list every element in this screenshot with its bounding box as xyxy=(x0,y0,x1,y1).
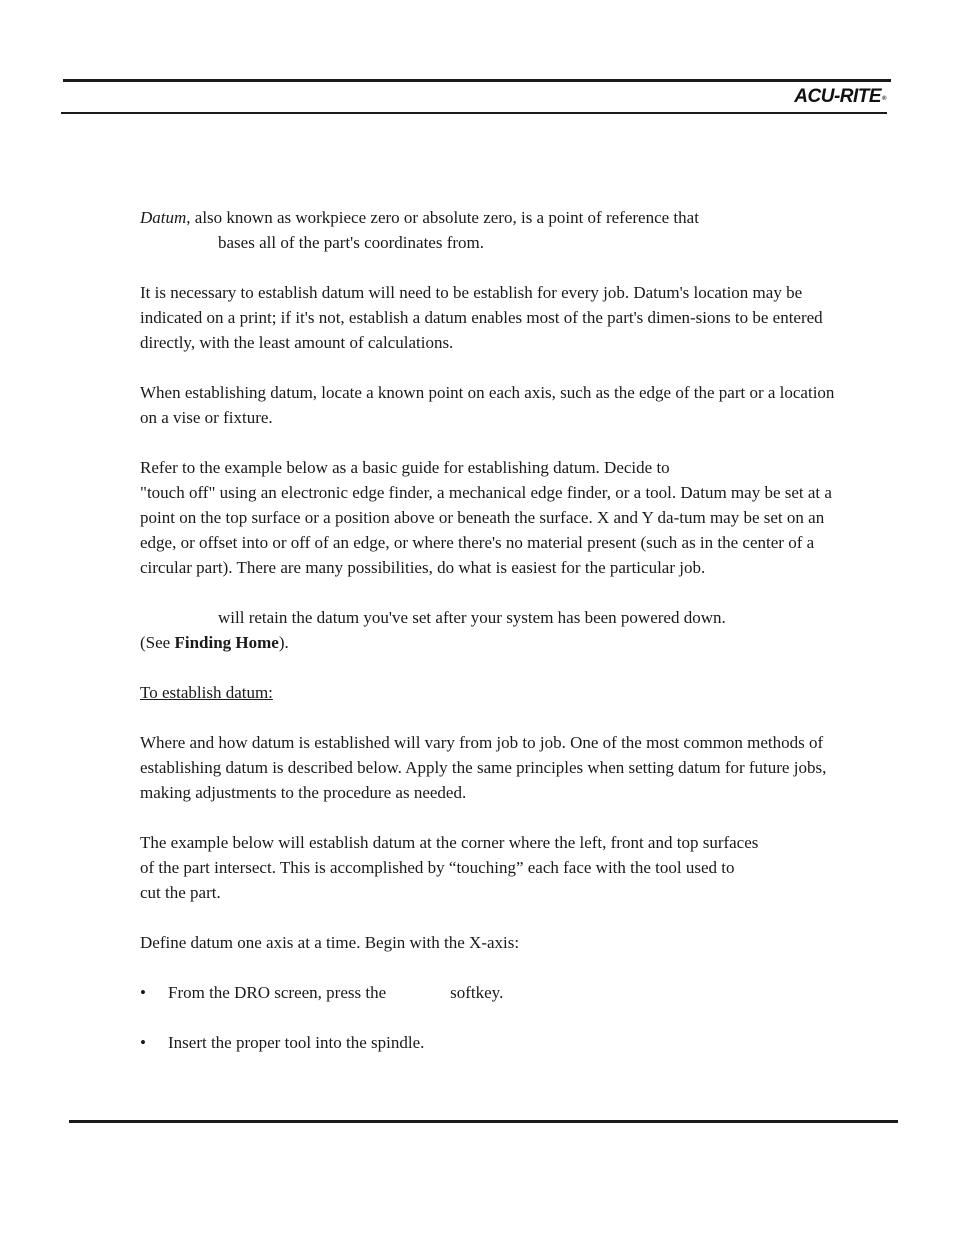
corner-example-line2: of the part intersect. This is accomplished by “touching” each face with the tool used to xyxy=(140,858,735,877)
bullet-icon: • xyxy=(140,1033,146,1052)
step1-text-before: From the DRO screen, press the xyxy=(168,983,387,1002)
datum-definition-text: , also known as workpiece zero or absolute zero, is a point of reference that xyxy=(186,208,699,227)
example-guide-line1: Refer to the example below as a basic guide for establishing datum. Decide to xyxy=(140,458,670,477)
datum-term: Datum xyxy=(140,208,187,227)
header-bottom-rule xyxy=(61,112,887,114)
logo-text: ACU-RITE xyxy=(794,86,882,107)
acu-rite-logo xyxy=(794,86,886,108)
datum-definition-paragraph xyxy=(140,205,840,255)
list-item xyxy=(140,980,840,1005)
finding-home-reference: Finding Home xyxy=(174,633,279,652)
axis-instruction-paragraph: Define datum one axis at a time. Begin with the X-axis: xyxy=(140,933,520,952)
corner-example-line3: cut the part. xyxy=(140,883,221,902)
footer-rule xyxy=(69,1120,898,1123)
header-top-rule xyxy=(63,79,891,82)
list-item xyxy=(140,1030,840,1055)
corner-example-line1: The example below will establish datum at the corner where the left, front and top surfaces xyxy=(140,833,759,852)
see-prefix: (See xyxy=(140,633,175,652)
procedure-intro-paragraph: Where and how datum is established will vary from job to job. One of the most common methods of establishing datum is described below. Apply the same principles when setting datum for future jobs, making adjustments to the procedure as needed. xyxy=(140,733,827,802)
see-suffix: ). xyxy=(278,633,289,652)
retain-datum-text: will retain the datum you've set after your system has been powered down. xyxy=(218,608,726,627)
bullet-icon: • xyxy=(140,983,146,1002)
datum-definition-line2: bases all of the part's coordinates from. xyxy=(218,233,485,252)
datum-necessity-paragraph: It is necessary to establish datum will need to be establish for every job. Datum's location may be indicated on a print; if it's not, establish a datum enables most of the part's dimen-sions to be entered directly, with the least amount of calculations. xyxy=(140,283,823,352)
step2-text: Insert the proper tool into the spindle. xyxy=(168,1033,425,1052)
corner-example-paragraph xyxy=(140,830,840,905)
known-point-paragraph: When establishing datum, locate a known point on each axis, such as the edge of the part or a location on a vise or fixture. xyxy=(140,383,835,427)
example-guide-paragraph xyxy=(140,455,840,580)
example-guide-rest: "touch off" using an electronic edge finder, a mechanical edge finder, or a tool. Datum may be set at a point on the top surface or a position above or beneath the surface. X and Y da-tum may be set on an edge, or offset into or off of an edge, or where there's no material present (such as in the center of a circular part). There are many possibilities, do what is easiest for the particular job. xyxy=(140,483,832,577)
retain-datum-paragraph xyxy=(140,605,840,655)
page-body xyxy=(140,205,840,1080)
registered-mark: ® xyxy=(882,96,886,102)
section-heading: To establish datum: xyxy=(140,683,273,702)
step-list xyxy=(140,980,840,1055)
step1-text-after: softkey. xyxy=(450,983,504,1002)
